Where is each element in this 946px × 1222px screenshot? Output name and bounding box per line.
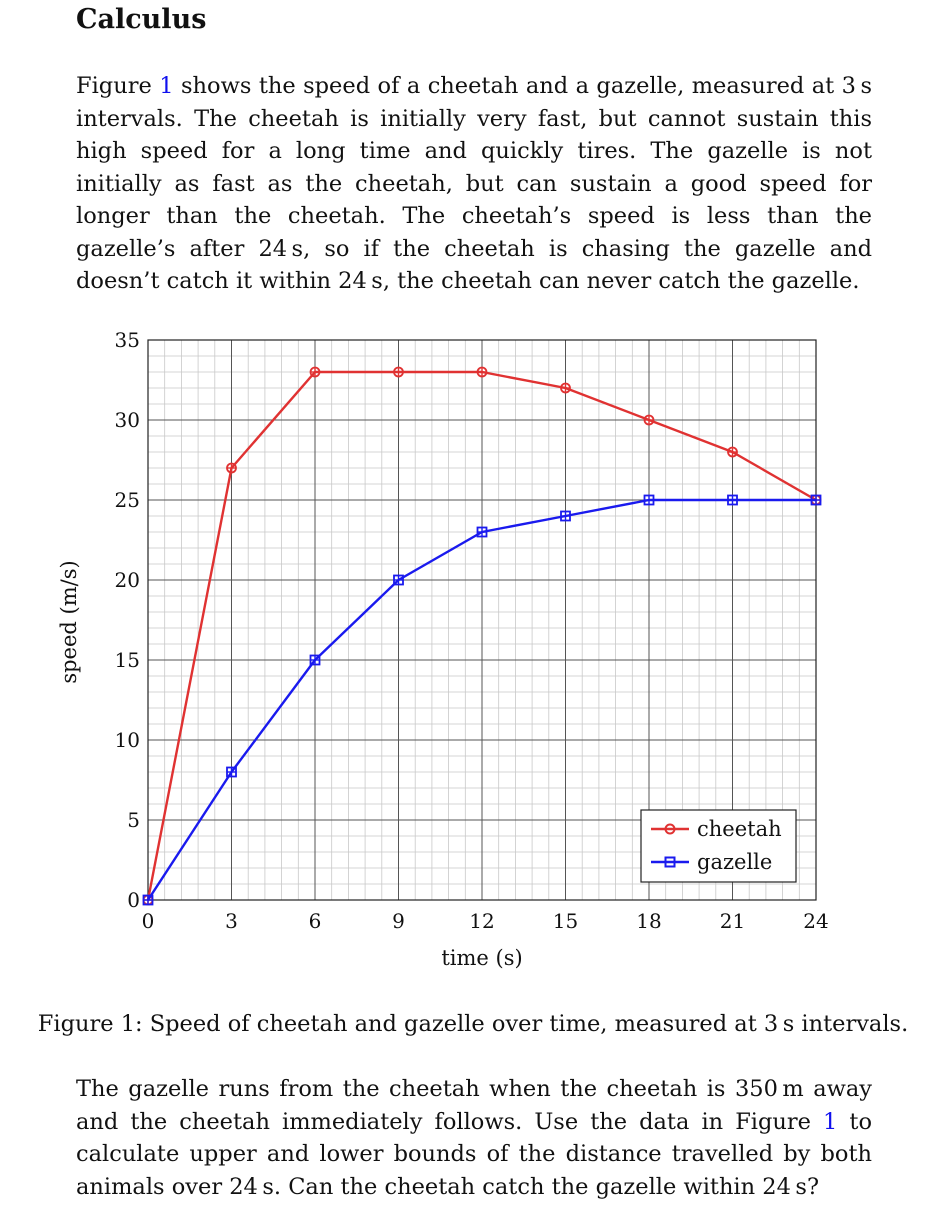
page-title: Calculus: [76, 4, 207, 35]
y-tick-label: 30: [114, 408, 140, 432]
question-paragraph: [76, 1073, 872, 1203]
y-axis-label: speed (m/s): [57, 560, 81, 684]
speed-chart: [0, 320, 946, 980]
y-tick-label: 25: [114, 488, 140, 512]
x-tick-label: 9: [392, 909, 405, 933]
y-tick-label: 35: [114, 328, 140, 352]
x-tick-label: 6: [308, 909, 322, 933]
intro-text-rest: shows the speed of a cheetah and a gazelle, measured at 3 s intervals. The cheetah is initially very fast, but cannot sustain this high speed for a long time and quickly tires. The gazelle is not initially as fast as the cheetah, but can sustain a good speed for longer than the cheetah. The cheetah’s speed is less than the gazelle’s after 24 s, so if the cheetah is chasing the gazelle and doesn’t catch it within 24 s, the cheetah can never catch the gazelle.: [76, 73, 872, 294]
figure-caption: Figure 1: Speed of cheetah and gazelle over time, measured at 3 s intervals.: [37, 1011, 909, 1037]
y-tick-label: 20: [114, 568, 140, 592]
x-tick-label: 24: [803, 909, 829, 933]
y-tick-label: 0: [127, 888, 140, 912]
x-tick-label: 15: [552, 909, 579, 933]
x-axis-label: time (s): [441, 946, 523, 970]
figure-reference-link[interactable]: 1: [823, 1108, 838, 1135]
y-tick-label: 15: [114, 648, 140, 672]
question-text-rest: to calculate upper and lower bounds of the distance travelled by both animals over 24 s. Can the cheetah catch the gazelle within 24 s?: [76, 1108, 873, 1200]
y-tick-label: 10: [114, 728, 140, 752]
figure-reference-link[interactable]: 1: [159, 73, 174, 99]
chart-legend: [641, 810, 796, 882]
x-tick-label: 18: [636, 909, 662, 933]
legend-gazelle-label: gazelle: [697, 850, 773, 874]
x-tick-label: 3: [225, 909, 238, 933]
y-tick-label: 5: [127, 808, 140, 832]
intro-text-start: Figure: [76, 73, 160, 99]
question-text-start: The gazelle runs from the cheetah when the cheetah is 350 m away and the cheetah immediately follows. Use the data in Figure: [76, 1076, 872, 1135]
legend-cheetah-label: cheetah: [697, 817, 782, 841]
x-tick-label: 0: [141, 909, 155, 933]
x-tick-label: 21: [719, 909, 746, 933]
x-tick-label: 12: [469, 909, 495, 933]
intro-paragraph: [76, 70, 872, 298]
